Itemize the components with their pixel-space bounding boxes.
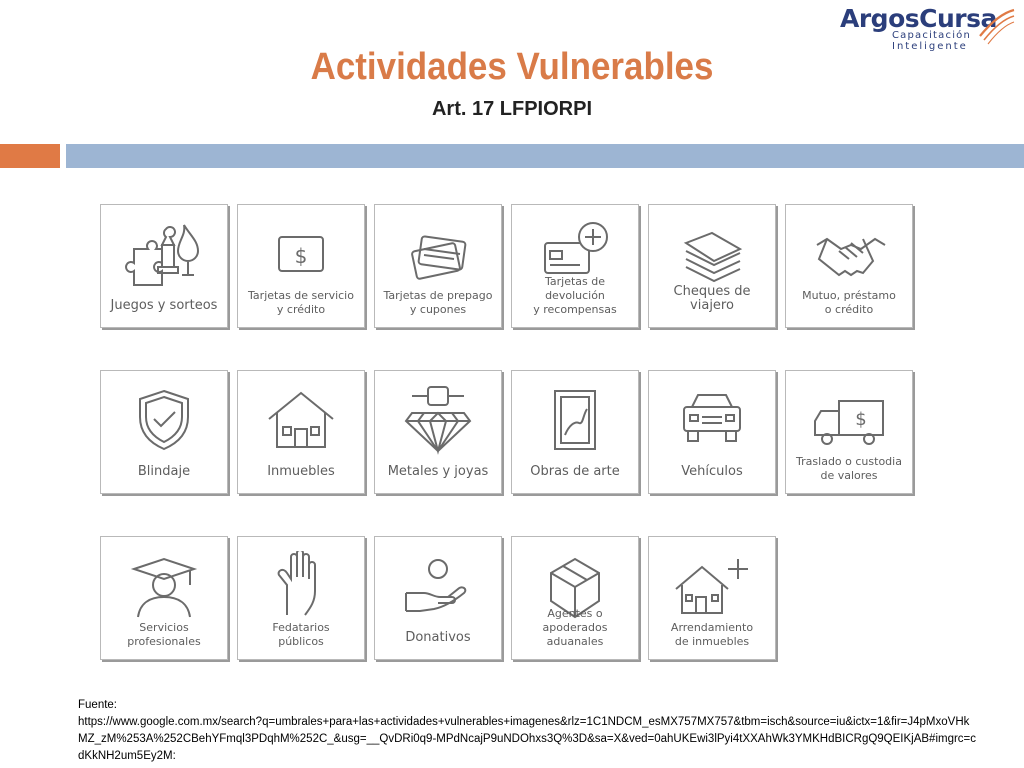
tile-arrendamiento-inmuebles (648, 536, 776, 660)
tile-label: Blindaje (137, 464, 191, 479)
shield-check-icon (124, 385, 204, 455)
logo-tagline-2: Inteligente (892, 41, 968, 52)
house-plus-icon (672, 551, 752, 621)
tile-tarjetas-devolucion (511, 204, 639, 328)
logo-swoosh-icon (976, 6, 1016, 46)
tile-blindaje (100, 370, 228, 494)
prepaid-cards-icon (398, 219, 478, 289)
tile-label: Servicios profesionales (127, 621, 201, 648)
tile-label: Metales y joyas (387, 464, 489, 479)
tile-servicios-profesionales (100, 536, 228, 660)
tile-vehiculos (648, 370, 776, 494)
framed-art-icon (535, 385, 615, 455)
giving-hand-icon (398, 551, 478, 621)
tile-label: Fedatarios públicos (272, 621, 330, 648)
tile-obras-arte (511, 370, 639, 494)
tile-donativos (374, 536, 502, 660)
logo-wordmark (840, 4, 997, 33)
svg-text:$: $ (294, 244, 308, 268)
raised-hand-icon (261, 551, 341, 621)
tile-label: Arrendamiento de inmuebles (670, 621, 754, 648)
tile-label: Tarjetas de prepago y cupones (383, 289, 493, 316)
tile-inmuebles (237, 370, 365, 494)
logo-name-argos: Argos (840, 4, 920, 33)
car-icon (672, 385, 752, 455)
source-citation (78, 697, 978, 765)
tile-cheques-viajero (648, 204, 776, 328)
page-subtitle: Art. 17 LFPIORPI (431, 98, 593, 120)
tile-label: Cheques de viajero (673, 284, 751, 313)
tile-label: Traslado o custodia de valores (796, 455, 902, 482)
tile-label: Mutuo, préstamo o crédito (802, 289, 896, 316)
tile-label: Donativos (405, 630, 471, 645)
header-band-blue (66, 144, 1024, 168)
logo-name-cursa: Cursa (919, 4, 997, 33)
tile-label: Obras de arte (530, 464, 620, 479)
tile-label: Inmuebles (267, 464, 335, 479)
tile-tarjetas-prepago (374, 204, 502, 328)
tile-tarjetas-servicio (237, 204, 365, 328)
tile-label: Juegos y sorteos (110, 298, 218, 313)
source-url: https://www.google.com.mx/search?q=umbrales+para+las+actividades+vulnerables+imagenes&rlz=1C1NDCM_esMX757MX757&tbm=isch&source=iu&ictx=1&fir=J4pMxoVHkMZ_zM%253A%252CBehYFmql3PDqhM%252C_&usg=__QvDRi0q9-MPdNcajP9uNDOhxs3Q%3D&sa=X&ved=0ahUKEwi3lPyi4tXXAhWk3YMKHdBICRgQ9QEIKjAB#imgrc=cdKkNH2um5Ey2M: (78, 716, 977, 762)
tile-fedatarios-publicos (237, 536, 365, 660)
logo-tagline-1: Capacitación (892, 30, 972, 41)
diamond-watch-icon (398, 385, 478, 455)
tile-agentes-aduanales (511, 536, 639, 660)
source-label: Fuente: (78, 699, 117, 711)
graduate-icon (124, 551, 204, 621)
handshake-icon (809, 219, 889, 289)
tile-label: Tarjetas de servicio y crédito (248, 289, 354, 316)
header-band-orange (0, 144, 60, 168)
chess-puzzle-icon (124, 219, 204, 289)
page-title: Actividades Vulnerables (310, 46, 714, 88)
credit-card-dollar-icon (261, 219, 341, 289)
tile-metales-joyas (374, 370, 502, 494)
tile-label: Vehículos (681, 464, 743, 479)
tile-label: Tarjetas de devolución y recompensas (533, 275, 617, 316)
argoscursa-logo (840, 4, 1016, 50)
tile-label: Agentes o apoderados aduanales (542, 607, 608, 648)
cheques-icon (672, 219, 752, 289)
house-icon (261, 385, 341, 455)
svg-text:$: $ (855, 409, 867, 430)
armored-truck-icon (809, 385, 889, 455)
tile-traslado-custodia (785, 370, 913, 494)
tile-mutuo-prestamo (785, 204, 913, 328)
tile-juegos-sorteos (100, 204, 228, 328)
